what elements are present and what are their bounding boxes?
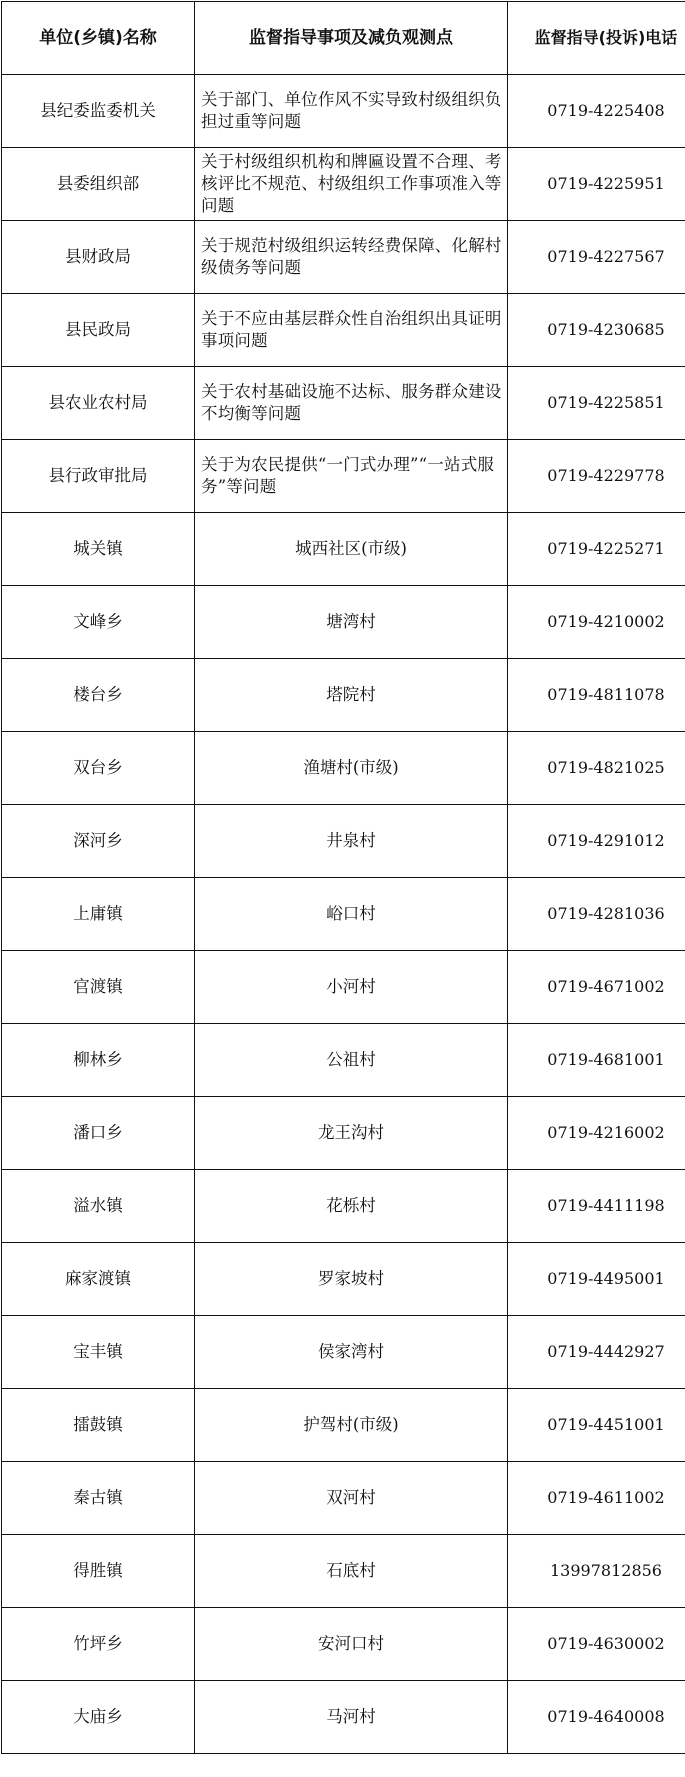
- table-row: [2, 75, 685, 148]
- unit-cell: 宝丰镇: [2, 1316, 195, 1389]
- table-row: [2, 1170, 685, 1243]
- item-cell: 关于不应由基层群众性自治组织出具证明事项问题: [195, 294, 508, 367]
- unit-cell: 竹坪乡: [2, 1608, 195, 1681]
- table-row: [2, 440, 685, 513]
- phone-cell: 0719-4281036: [508, 878, 685, 951]
- item-cell: 峪口村: [195, 878, 508, 951]
- table-row: [2, 1316, 685, 1389]
- table-row: [2, 367, 685, 440]
- item-cell: 公祖村: [195, 1024, 508, 1097]
- table-row: [2, 1243, 685, 1316]
- phone-cell: 0719-4225851: [508, 367, 685, 440]
- phone-cell: 0719-4811078: [508, 659, 685, 732]
- item-cell: 马河村: [195, 1681, 508, 1754]
- unit-cell: 柳林乡: [2, 1024, 195, 1097]
- item-cell: 关于农村基础设施不达标、服务群众建设不均衡等问题: [195, 367, 508, 440]
- unit-cell: 潘口乡: [2, 1097, 195, 1170]
- phone-cell: 13997812856: [508, 1535, 685, 1608]
- table-row: [2, 148, 685, 221]
- unit-cell: 县财政局: [2, 221, 195, 294]
- phone-cell: 0719-4671002: [508, 951, 685, 1024]
- phone-cell: 0719-4411198: [508, 1170, 685, 1243]
- item-cell: 护驾村(市级): [195, 1389, 508, 1462]
- item-cell: 龙王沟村: [195, 1097, 508, 1170]
- item-cell: 双河村: [195, 1462, 508, 1535]
- item-cell: 小河村: [195, 951, 508, 1024]
- phone-cell: 0719-4225408: [508, 75, 685, 148]
- table-row: [2, 659, 685, 732]
- item-cell: 塘湾村: [195, 586, 508, 659]
- unit-cell: 溢水镇: [2, 1170, 195, 1243]
- phone-cell: 0719-4210002: [508, 586, 685, 659]
- phone-cell: 0719-4611002: [508, 1462, 685, 1535]
- table-row: [2, 805, 685, 878]
- item-cell: 关于村级组织机构和牌匾设置不合理、考核评比不规范、村级组织工作事项准入等问题: [195, 148, 508, 221]
- unit-cell: 县民政局: [2, 294, 195, 367]
- table-row: [2, 1389, 685, 1462]
- table-row: [2, 732, 685, 805]
- unit-cell: 麻家渡镇: [2, 1243, 195, 1316]
- table-row: [2, 221, 685, 294]
- table-row: [2, 513, 685, 586]
- header-phone: 监督指导(投诉)电话: [508, 2, 685, 75]
- phone-cell: 0719-4681001: [508, 1024, 685, 1097]
- phone-cell: 0719-4451001: [508, 1389, 685, 1462]
- table-row: [2, 1024, 685, 1097]
- unit-cell: 县纪委监委机关: [2, 75, 195, 148]
- table-row: [2, 1681, 685, 1754]
- item-cell: 石底村: [195, 1535, 508, 1608]
- phone-cell: 0719-4442927: [508, 1316, 685, 1389]
- item-cell: 关于规范村级组织运转经费保障、化解村级债务等问题: [195, 221, 508, 294]
- item-cell: 关于部门、单位作风不实导致村级组织负担过重等问题: [195, 75, 508, 148]
- unit-cell: 双台乡: [2, 732, 195, 805]
- item-cell: 罗家坡村: [195, 1243, 508, 1316]
- table-row: [2, 1608, 685, 1681]
- phone-cell: 0719-4821025: [508, 732, 685, 805]
- header-item: 监督指导事项及减负观测点: [195, 2, 508, 75]
- header-unit: 单位(乡镇)名称: [2, 2, 195, 75]
- phone-cell: 0719-4640008: [508, 1681, 685, 1754]
- table-row: [2, 1535, 685, 1608]
- table-row: [2, 586, 685, 659]
- phone-cell: 0719-4291012: [508, 805, 685, 878]
- table-body: [2, 75, 685, 1754]
- unit-cell: 秦古镇: [2, 1462, 195, 1535]
- table-header-row: [2, 2, 685, 75]
- unit-cell: 县行政审批局: [2, 440, 195, 513]
- unit-cell: 县农业农村局: [2, 367, 195, 440]
- unit-cell: 大庙乡: [2, 1681, 195, 1754]
- phone-cell: 0719-4227567: [508, 221, 685, 294]
- item-cell: 塔院村: [195, 659, 508, 732]
- unit-cell: 上庸镇: [2, 878, 195, 951]
- table-row: [2, 294, 685, 367]
- phone-cell: 0719-4225951: [508, 148, 685, 221]
- unit-cell: 深河乡: [2, 805, 195, 878]
- supervision-table: [1, 1, 685, 1754]
- phone-cell: 0719-4225271: [508, 513, 685, 586]
- table-row: [2, 1462, 685, 1535]
- item-cell: 关于为农民提供“一门式办理”“一站式服务”等问题: [195, 440, 508, 513]
- phone-cell: 0719-4230685: [508, 294, 685, 367]
- unit-cell: 县委组织部: [2, 148, 195, 221]
- item-cell: 井泉村: [195, 805, 508, 878]
- unit-cell: 城关镇: [2, 513, 195, 586]
- unit-cell: 官渡镇: [2, 951, 195, 1024]
- unit-cell: 文峰乡: [2, 586, 195, 659]
- item-cell: 城西社区(市级): [195, 513, 508, 586]
- item-cell: 安河口村: [195, 1608, 508, 1681]
- item-cell: 渔塘村(市级): [195, 732, 508, 805]
- phone-cell: 0719-4495001: [508, 1243, 685, 1316]
- phone-cell: 0719-4216002: [508, 1097, 685, 1170]
- item-cell: 侯家湾村: [195, 1316, 508, 1389]
- unit-cell: 得胜镇: [2, 1535, 195, 1608]
- item-cell: 花栎村: [195, 1170, 508, 1243]
- phone-cell: 0719-4229778: [508, 440, 685, 513]
- table-row: [2, 951, 685, 1024]
- unit-cell: 楼台乡: [2, 659, 195, 732]
- table-row: [2, 1097, 685, 1170]
- table-row: [2, 878, 685, 951]
- phone-cell: 0719-4630002: [508, 1608, 685, 1681]
- unit-cell: 擂鼓镇: [2, 1389, 195, 1462]
